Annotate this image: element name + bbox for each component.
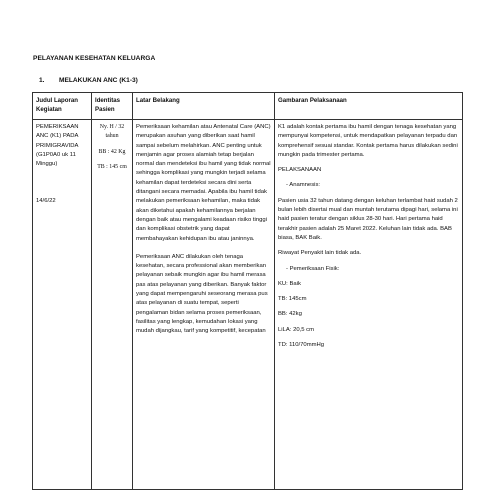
k1-definition: K1 adalah kontak pertama ibu hamil dengan tenaga kesehatan yang mempunyai kompetensi, untuk mendapatkan pelayanan terpadu dan komprehensif sesuai standar. Kontak pertama harus dilakukan sedini mungkin pada trimester pertama. [278,124,458,158]
vital-bb: BB: 42kg [278,311,302,318]
cell-latar-belakang [133,120,275,490]
anamnesis-label: - Anamnesis: [286,182,321,189]
header-latar-belakang: Latar Belakang [133,93,275,120]
table-header-row [33,93,463,120]
report-title: PEMERIKSAAN ANC (K1) PADA PRIMIGRAVIDA (G1P0A0 uk 11 Minggu) [36,124,79,168]
section-number: 1. [39,77,45,84]
document-title: PELAYANAN KESEHATAN KELUARGA [33,55,156,62]
header-identitas: Identitas Pasien [92,93,133,120]
section-label: MELAKUKAN ANC (K1-3) [59,77,138,84]
cell-gambaran [275,120,463,490]
patient-weight: BB : 42 Kg [98,148,126,155]
background-paragraph-2: Pemeriksaan ANC dilakukan oleh tenaga kesehatan, secara professional akan memberikan pelayanan sebaik mungkin agar ibu hamil merasa pas atas pelayanan yang diberikan. Banyak faktor yang dapat mempengaruhi seseorang merasa pus atas pelayanan di suatu tempat, seperti pengalaman bidan selama proses pemeriksaan, fasilitas yang lengkap, kemudahan lokasi yang mudah dijangkau, tarif yang kompetitif, kecepatan [136,253,268,335]
anc-report-table [32,92,463,490]
section-heading [33,77,138,84]
vital-td: TD: 110/70mmHg [278,342,325,349]
report-date: 14/6/22 [36,198,56,205]
vital-tb: TB: 145cm [278,296,307,303]
cell-judul [33,120,92,490]
vital-lila: LiLA: 20,5 cm [278,326,315,333]
background-paragraph-1: Pemeriksaan kehamilan atau Antenatal Care (ANC) merupakan asuhan yang diberikan saat hamil sampai sebelum melahirkan. ANC penting untuk menjamin agar proses alamiah tetap berjalan normal dan mendeteksi ibu hamil yang tidak normal sehingga komplikasi yang mungkin terjadi selama kehamilan dapat terdeteksi secara dini serta ditangani secara memadai. Apabila ibu hamil tidak melakukan pemeriksaan kehamilan, maka tidak akan diketahui apakah kehamilannya berjalan dengan baik atau mengalami keadaan risiko tinggi dan komplikasi obstetrik yang dapat membahayakan kehidupan ibu atau janinnya. [136,124,271,242]
pelaksanaan-heading: PELAKSANAAN [278,167,322,174]
header-judul: Judul Laporan Kegiatan [33,93,92,120]
vital-ku: KU: Baik [278,280,301,287]
header-gambaran: Gambaran Pelaksanaan [275,93,463,120]
patient-height: TB : 145 cm [97,163,127,170]
pemeriksaan-fisik-label: - Pemeriksaan Fisik: [286,265,340,272]
riwayat-penyakit: Riwayat Penyakit lain tidak ada. [278,250,362,257]
patient-age: Ny. H / 32 tahun [99,124,125,140]
cell-identitas [92,120,133,490]
anamnesis-text: Pasien usia 32 tahun datang dengan keluhan terlambat haid sudah 2 bulan lebih disertai mual dan muntah terutama dipagi hari, selama ini haid pasien teratur dengan siklus 28-30 hari. Hari pertama haid terakhir pasien adalah 25 Maret 2022. Keluhan lain tidak ada. BAB biasa, BAK Baik. [278,197,458,241]
table-row [33,120,463,490]
